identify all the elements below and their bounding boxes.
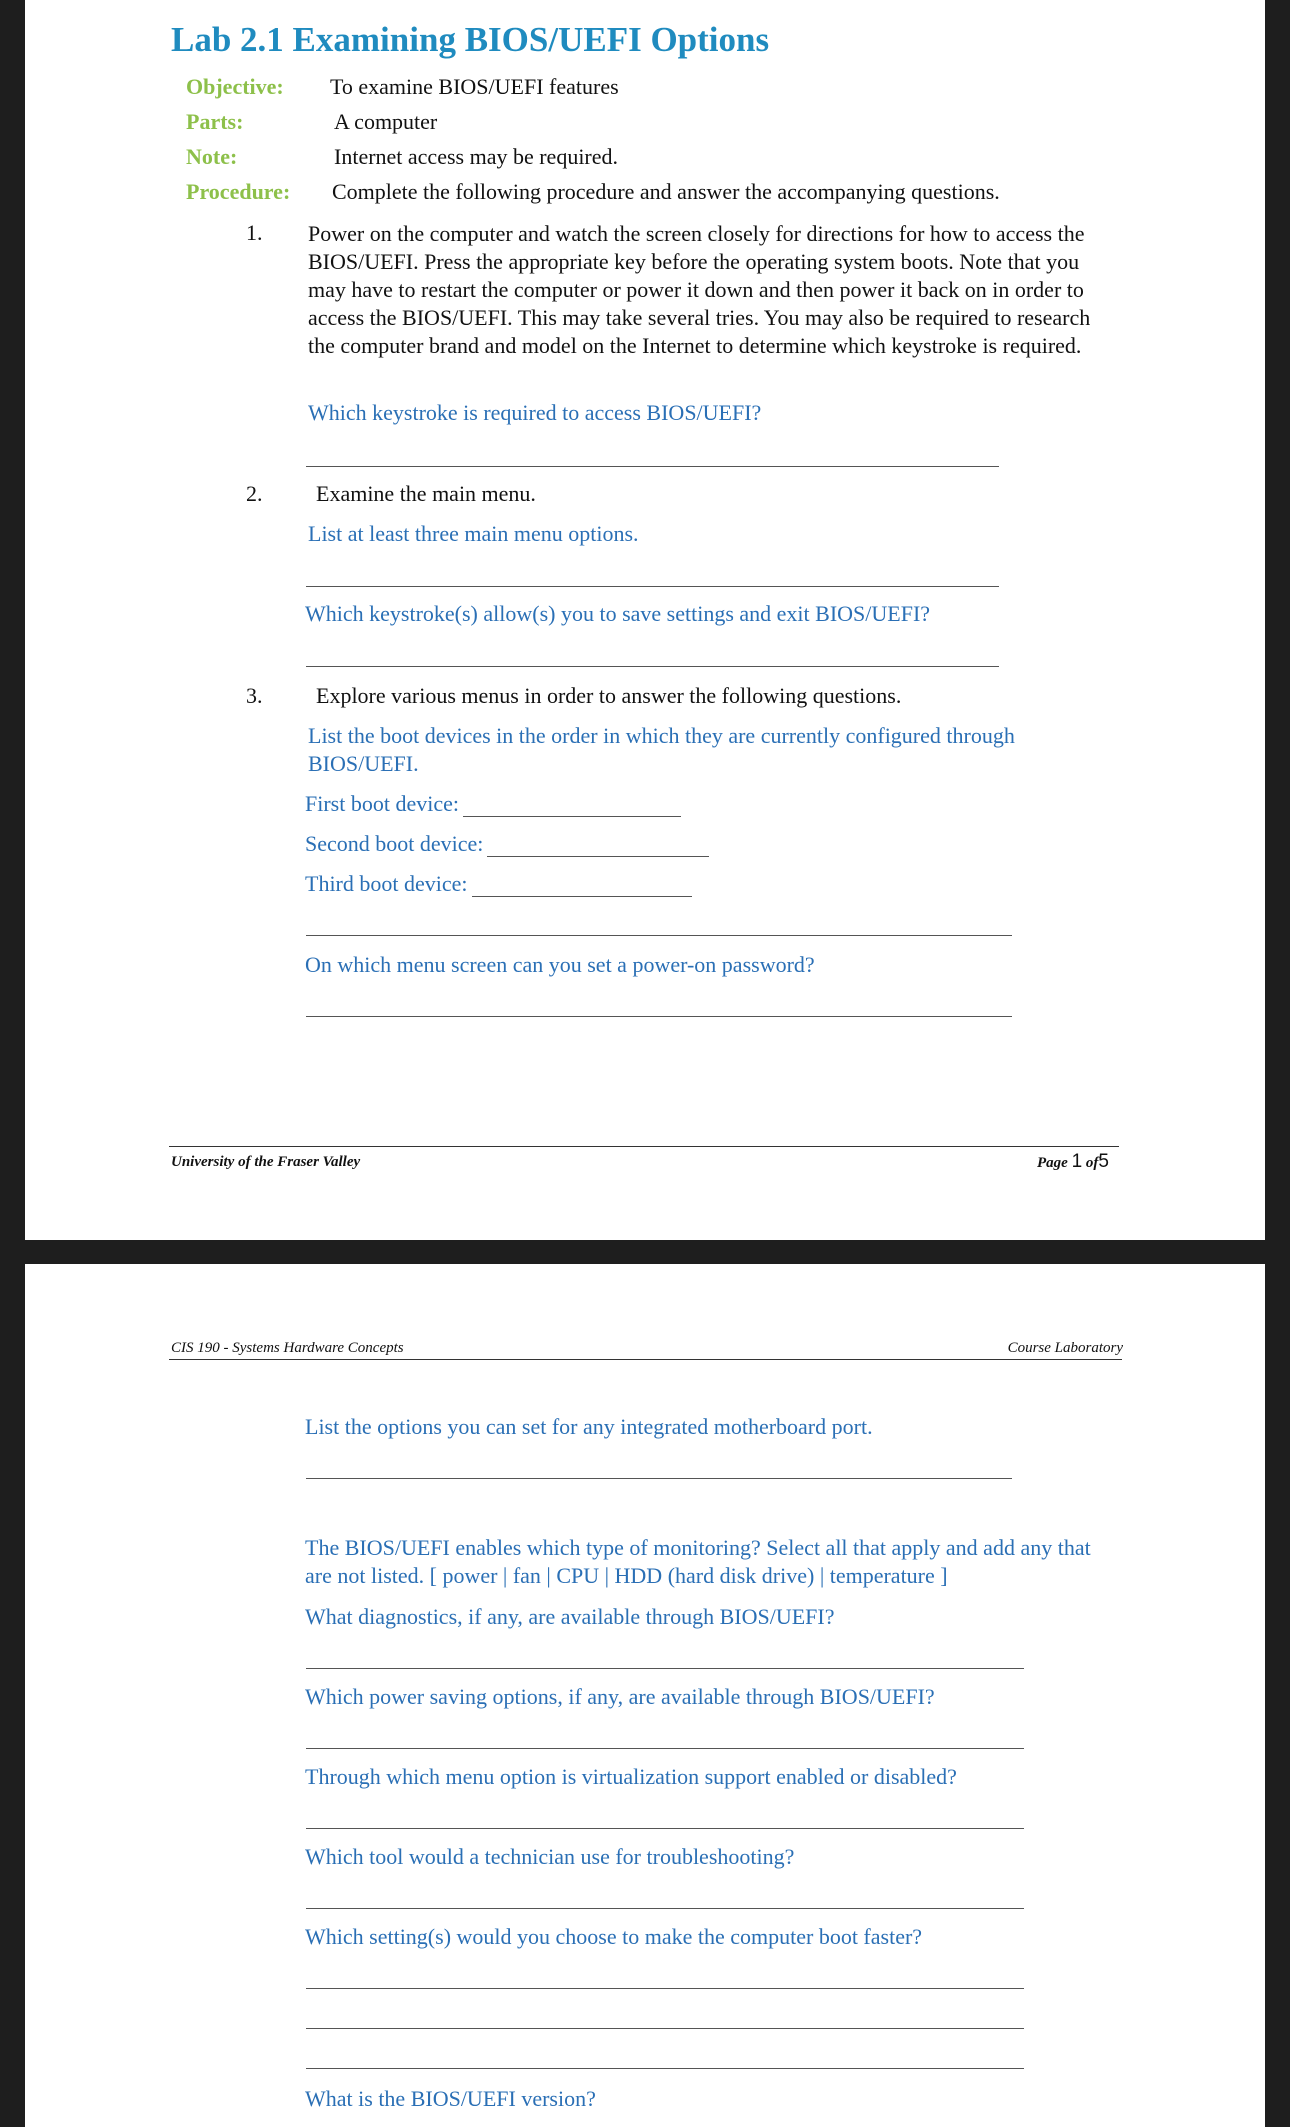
header-doc-type: Course Laboratory (1007, 1340, 1123, 1356)
of-word: of (1085, 1155, 1099, 1171)
third-boot-device-blank[interactable] (472, 874, 692, 897)
first-boot-device-blank[interactable] (463, 794, 681, 817)
step-1-question: Which keystroke is required to access BIOS/UEFI? (308, 400, 762, 425)
third-boot-device-text: Third boot device: (305, 871, 468, 896)
step-1-text: Power on the computer and watch the screen closely for directions for how to access the BIOS/UEFI. Press the appropriate key before the operating system boots. Note that you may have to restart the computer or power it down and then power it back on in order to access the BIOS/UEFI. This may take several tries. You may also be required to research the computer brand and model on the Internet to determine which keystroke is required. (308, 221, 1091, 358)
step-1-number: 1. (246, 220, 263, 245)
answer-line[interactable] (306, 1908, 1024, 1909)
step-2-question-2: Which keystroke(s) allow(s) you to save settings and exit BIOS/UEFI? (305, 601, 931, 626)
monitoring-question: The BIOS/UEFI enables which type of monitoring? Select all that apply and add any that are not listed. [ power | fan | CPU | HDD (hard disk drive) | temperature ] (305, 1535, 1091, 1588)
answer-line[interactable] (306, 1478, 1012, 1479)
answer-line[interactable] (306, 586, 999, 587)
virtualization-question: Through which menu option is virtualization support enabled or disabled? (305, 1764, 957, 1789)
footer-institution: University of the Fraser Valley (171, 1154, 361, 1170)
first-boot-device-label (305, 791, 681, 817)
step-2-text: Examine the main menu. (316, 481, 536, 506)
step-3-question-2: On which menu screen can you set a power-on password? (305, 952, 815, 977)
total-pages: 5 (1098, 1151, 1109, 1172)
step-3-question-1: List the boot devices in the order in which they are currently configured through BIOS/UEFI. (308, 723, 1015, 776)
header-course: CIS 190 - Systems Hardware Concepts (171, 1340, 404, 1356)
answer-line[interactable] (306, 1016, 1012, 1017)
note-value: Internet access may be required. (334, 144, 619, 169)
page-word: Page (1037, 1155, 1068, 1171)
second-boot-device-blank[interactable] (487, 834, 709, 857)
footer-rule (169, 1146, 1119, 1147)
parts-value: A computer (334, 109, 438, 134)
procedure-label: Procedure: (186, 179, 291, 204)
objective-label: Objective: (186, 74, 284, 99)
second-boot-device-label (305, 831, 709, 857)
parts-label: Parts: (186, 109, 244, 134)
step-2-question-1: List at least three main menu options. (308, 521, 639, 546)
answer-line[interactable] (306, 2068, 1024, 2069)
first-boot-device-text: First boot device: (305, 791, 459, 816)
answer-line[interactable] (306, 2028, 1024, 2029)
power-saving-question: Which power saving options, if any, are available through BIOS/UEFI? (305, 1684, 935, 1709)
page-number (1037, 1151, 1109, 1173)
header-rule (169, 1359, 1122, 1360)
diagnostics-question: What diagnostics, if any, are available through BIOS/UEFI? (305, 1604, 835, 1629)
step-3-text: Explore various menus in order to answer the following questions. (316, 683, 902, 708)
troubleshooting-tool-question: Which tool would a technician use for troubleshooting? (305, 1844, 795, 1869)
second-boot-device-text: Second boot device: (305, 831, 484, 856)
bios-version-question: What is the BIOS/UEFI version? (305, 2086, 596, 2111)
step-3-number: 3. (246, 683, 263, 708)
answer-line[interactable] (306, 935, 1012, 936)
boot-faster-question: Which setting(s) would you choose to make the computer boot faster? (305, 1924, 923, 1949)
answer-line[interactable] (306, 1828, 1024, 1829)
answer-line[interactable] (306, 1668, 1024, 1669)
answer-line[interactable] (306, 666, 999, 667)
third-boot-device-label (305, 871, 692, 897)
document-page-2 (25, 1264, 1265, 2127)
answer-line[interactable] (306, 466, 999, 467)
answer-line[interactable] (306, 1988, 1024, 1989)
answer-line[interactable] (306, 1748, 1024, 1749)
document-page-1 (25, 0, 1265, 1240)
page-title: Lab 2.1 Examining BIOS/UEFI Options (171, 20, 770, 59)
current-page: 1 (1071, 1151, 1083, 1172)
procedure-value: Complete the following procedure and answer the accompanying questions. (332, 179, 1000, 204)
port-options-question: List the options you can set for any integrated motherboard port. (305, 1414, 873, 1439)
step-2-number: 2. (246, 481, 263, 506)
objective-value: To examine BIOS/UEFI features (330, 74, 619, 99)
note-label: Note: (186, 144, 238, 169)
